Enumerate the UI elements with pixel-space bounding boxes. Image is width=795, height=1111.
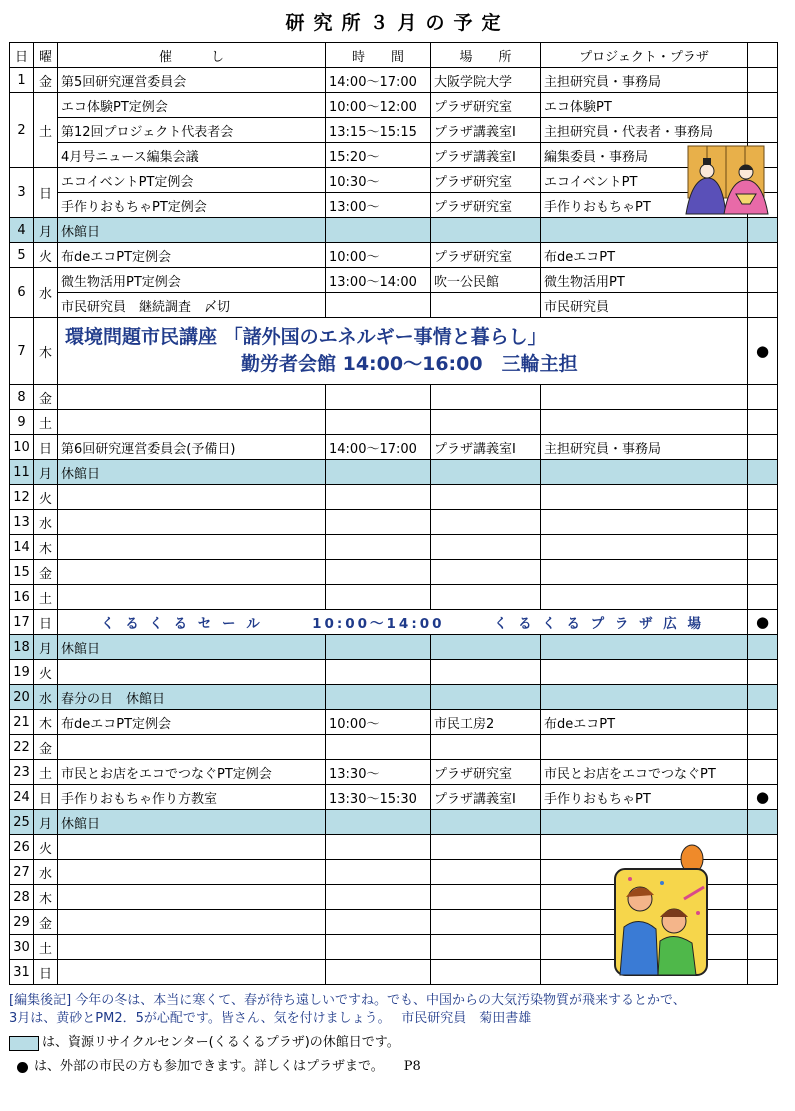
public-mark [748, 835, 778, 860]
edit-note-line-1: [編集後記] 今年の冬は、本当に寒くて、春が待ち遠しいですね。でも、中国からの大気汚染物質が飛来するとかで、 [9, 993, 686, 1008]
day-cell: 3 [10, 168, 34, 218]
time-cell: 13:00～ [326, 193, 431, 218]
place-cell: プラザ研究室 [431, 193, 541, 218]
project-cell [541, 810, 748, 835]
time-cell [326, 635, 431, 660]
place-cell: プラザ研究室 [431, 168, 541, 193]
day-cell: 31 [10, 960, 34, 985]
dow-cell: 月 [34, 460, 58, 485]
page-title: 研究所３月の予定 [285, 12, 510, 34]
public-mark [748, 885, 778, 910]
dow-cell: 木 [34, 885, 58, 910]
time-cell [326, 885, 431, 910]
public-mark [748, 910, 778, 935]
day-cell: 7 [10, 318, 34, 385]
project-cell [541, 218, 748, 243]
event-cell: 手作りおもちゃPT定例会 [58, 193, 326, 218]
public-mark [748, 735, 778, 760]
public-mark [748, 93, 778, 118]
table-row [10, 485, 778, 510]
dow-cell: 金 [34, 68, 58, 93]
public-mark [748, 268, 778, 293]
dow-cell: 金 [34, 910, 58, 935]
place-cell [431, 660, 541, 685]
project-cell [541, 660, 748, 685]
table-row [10, 810, 778, 835]
time-cell: 10:00～ [326, 710, 431, 735]
time-cell: 10:00～ [326, 243, 431, 268]
event-cell: 第5回研究運営委員会 [58, 68, 326, 93]
place-cell: プラザ研究室 [431, 93, 541, 118]
header-time: 時 間 [326, 43, 431, 68]
time-cell: 14:00～17:00 [326, 68, 431, 93]
day-cell: 13 [10, 510, 34, 535]
public-mark [748, 810, 778, 835]
time-cell [326, 585, 431, 610]
day-cell: 9 [10, 410, 34, 435]
dow-cell: 日 [34, 785, 58, 810]
header-dow: 曜 [34, 43, 58, 68]
hina-doll-illustration [680, 144, 772, 216]
event-cell [58, 835, 326, 860]
public-mark [748, 710, 778, 735]
day-cell: 10 [10, 435, 34, 460]
table-row [10, 685, 778, 710]
public-mark [748, 635, 778, 660]
day-cell: 26 [10, 835, 34, 860]
time-cell [326, 735, 431, 760]
dot-icon [17, 1062, 28, 1073]
dow-cell: 水 [34, 510, 58, 535]
project-cell [541, 535, 748, 560]
place-cell [431, 585, 541, 610]
project-cell: エコイベントPT [541, 168, 748, 193]
time-cell [326, 935, 431, 960]
public-mark: ● [748, 610, 778, 635]
sale-line [61, 612, 744, 632]
project-cell: 主担研究員・事務局 [541, 68, 748, 93]
time-cell: 13:30～ [326, 760, 431, 785]
footer [9, 992, 779, 1076]
project-cell: 手作りおもちゃPT [541, 785, 748, 810]
dow-cell: 月 [34, 810, 58, 835]
event-cell: エコイベントPT定例会 [58, 168, 326, 193]
day-cell: 4 [10, 218, 34, 243]
table-row [10, 193, 778, 218]
event-cell: 休館日 [58, 810, 326, 835]
event-cell: 手作りおもちゃ作り方教室 [58, 785, 326, 810]
legend-closed [9, 1034, 779, 1052]
dow-cell: 火 [34, 835, 58, 860]
lecture-cell [58, 318, 748, 385]
project-cell: 編集委員・事務局 [541, 143, 748, 168]
project-cell [541, 685, 748, 710]
header-mark [748, 43, 778, 68]
time-cell [326, 835, 431, 860]
public-mark [748, 560, 778, 585]
event-cell: 微生物活用PT定例会 [58, 268, 326, 293]
place-cell: プラザ研究室 [431, 760, 541, 785]
time-cell [326, 385, 431, 410]
dow-cell: 日 [34, 610, 58, 635]
legend-dot [9, 1058, 779, 1076]
table-row [10, 710, 778, 735]
event-cell: 布deエコPT定例会 [58, 243, 326, 268]
dow-cell: 水 [34, 268, 58, 318]
sale-time: 10:00～14:00 [312, 616, 445, 632]
legend-closed-text: は、資源リサイクルセンター(くるくるプラザ)の休館日です。 [42, 1035, 400, 1050]
public-mark [748, 218, 778, 243]
time-cell [326, 510, 431, 535]
event-cell: 休館日 [58, 218, 326, 243]
event-cell: 休館日 [58, 460, 326, 485]
lecture-venue-time: 勤労者会館 14:00～16:00 三輪主担 [241, 353, 578, 375]
header-event: 催 し [58, 43, 326, 68]
public-mark [748, 385, 778, 410]
table-row [10, 610, 778, 635]
edit-note-line-2: 3月は、黄砂とPM2．5が心配です。皆さん、気を付けましょう。 市民研究員 菊田書雄 [9, 1011, 532, 1026]
place-cell: プラザ研究室 [431, 243, 541, 268]
event-cell: エコ体験PT定例会 [58, 93, 326, 118]
place-cell: プラザ講義室Ⅰ [431, 435, 541, 460]
place-cell [431, 860, 541, 885]
event-cell: 休館日 [58, 635, 326, 660]
table-row [10, 635, 778, 660]
table-row [10, 435, 778, 460]
sale-name: く る く る セ ー ル [101, 616, 263, 632]
day-cell: 6 [10, 268, 34, 318]
day-cell: 25 [10, 810, 34, 835]
table-row [10, 268, 778, 293]
time-cell [326, 218, 431, 243]
sale-place: く る く る プ ラ ザ 広 場 [493, 616, 704, 632]
dow-cell: 土 [34, 93, 58, 168]
time-cell: 13:00～14:00 [326, 268, 431, 293]
table-row [10, 68, 778, 93]
public-mark [748, 535, 778, 560]
place-cell: プラザ講義室Ⅰ [431, 143, 541, 168]
table-header-row [10, 43, 778, 68]
dow-cell: 土 [34, 585, 58, 610]
time-cell [326, 685, 431, 710]
table-row [10, 118, 778, 143]
place-cell [431, 535, 541, 560]
place-cell [431, 685, 541, 710]
day-cell: 16 [10, 585, 34, 610]
project-cell: 主担研究員・事務局 [541, 435, 748, 460]
day-cell: 15 [10, 560, 34, 585]
day-cell: 14 [10, 535, 34, 560]
header-project: プロジェクト・プラザ [541, 43, 748, 68]
table-row [10, 510, 778, 535]
place-cell [431, 510, 541, 535]
time-cell [326, 860, 431, 885]
event-cell: 第6回研究運営委員会(予備日) [58, 435, 326, 460]
table-row [10, 385, 778, 410]
event-cell [58, 860, 326, 885]
day-cell: 5 [10, 243, 34, 268]
table-row [10, 243, 778, 268]
event-cell [58, 910, 326, 935]
table-row [10, 785, 778, 810]
event-cell: 市民研究員 継続調査 〆切 [58, 293, 326, 318]
time-cell [326, 560, 431, 585]
project-cell [541, 410, 748, 435]
project-cell [541, 585, 748, 610]
table-row [10, 218, 778, 243]
lecture-title: 環境問題市民講座 「諸外国のエネルギー事情と暮らし」 [65, 326, 547, 348]
event-cell [58, 510, 326, 535]
public-mark [748, 68, 778, 93]
time-cell [326, 410, 431, 435]
legend-dot-text: は、外部の市民の方も参加できます。詳しくはプラザまで。 [34, 1059, 384, 1074]
table-row [10, 560, 778, 585]
day-cell: 23 [10, 760, 34, 785]
time-cell [326, 810, 431, 835]
place-cell [431, 218, 541, 243]
day-cell: 22 [10, 735, 34, 760]
dow-cell: 土 [34, 760, 58, 785]
dow-cell: 月 [34, 218, 58, 243]
sale-cell [58, 610, 748, 635]
event-cell [58, 535, 326, 560]
day-cell: 8 [10, 385, 34, 410]
place-cell [431, 385, 541, 410]
project-cell: 市民とお店をエコでつなぐPT [541, 760, 748, 785]
table-row [10, 318, 778, 385]
dow-cell: 日 [34, 960, 58, 985]
dow-cell: 木 [34, 710, 58, 735]
public-mark [748, 410, 778, 435]
table-row [10, 760, 778, 785]
day-cell: 30 [10, 935, 34, 960]
event-cell [58, 410, 326, 435]
public-mark [748, 485, 778, 510]
project-cell: 微生物活用PT [541, 268, 748, 293]
table-row [10, 168, 778, 193]
project-cell: エコ体験PT [541, 93, 748, 118]
day-cell: 21 [10, 710, 34, 735]
dow-cell: 水 [34, 860, 58, 885]
place-cell [431, 935, 541, 960]
event-cell [58, 385, 326, 410]
dow-cell: 火 [34, 660, 58, 685]
event-cell: 布deエコPT定例会 [58, 710, 326, 735]
celebration-illustration [612, 843, 712, 979]
public-mark: ● [748, 318, 778, 385]
project-cell [541, 460, 748, 485]
day-cell: 1 [10, 68, 34, 93]
time-cell [326, 535, 431, 560]
place-cell [431, 835, 541, 860]
closed-swatch [9, 1036, 39, 1051]
project-cell: 手作りおもちゃPT [541, 193, 748, 218]
place-cell [431, 460, 541, 485]
day-cell: 28 [10, 885, 34, 910]
dow-cell: 日 [34, 435, 58, 460]
dow-cell: 金 [34, 735, 58, 760]
time-cell [326, 660, 431, 685]
public-mark [748, 460, 778, 485]
place-cell: 大阪学院大学 [431, 68, 541, 93]
time-cell: 10:30～ [326, 168, 431, 193]
public-mark [748, 510, 778, 535]
project-cell [541, 485, 748, 510]
public-mark [748, 860, 778, 885]
event-cell [58, 660, 326, 685]
public-mark [748, 435, 778, 460]
table-row [10, 410, 778, 435]
day-cell: 27 [10, 860, 34, 885]
table-row [10, 460, 778, 485]
public-mark [748, 293, 778, 318]
time-cell: 14:00～17:00 [326, 435, 431, 460]
dow-cell: 土 [34, 410, 58, 435]
table-row [10, 735, 778, 760]
event-cell [58, 735, 326, 760]
project-cell [541, 385, 748, 410]
time-cell: 13:30～15:30 [326, 785, 431, 810]
event-cell [58, 585, 326, 610]
place-cell: プラザ講義室Ⅰ [431, 118, 541, 143]
place-cell [431, 635, 541, 660]
project-cell: 主担研究員・代表者・事務局 [541, 118, 748, 143]
project-cell [541, 510, 748, 535]
event-cell: 春分の日 休館日 [58, 685, 326, 710]
event-cell: 市民とお店をエコでつなぐPT定例会 [58, 760, 326, 785]
time-cell: 15:20～ [326, 143, 431, 168]
place-cell [431, 485, 541, 510]
dow-cell: 日 [34, 168, 58, 218]
dow-cell: 水 [34, 685, 58, 710]
day-cell: 18 [10, 635, 34, 660]
day-cell: 11 [10, 460, 34, 485]
dow-cell: 土 [34, 935, 58, 960]
page-number: P8 [403, 1059, 421, 1074]
day-cell: 12 [10, 485, 34, 510]
event-cell [58, 485, 326, 510]
event-cell: 第12回プロジェクト代表者会 [58, 118, 326, 143]
dow-cell: 火 [34, 243, 58, 268]
table-row [10, 293, 778, 318]
place-cell [431, 960, 541, 985]
place-cell [431, 410, 541, 435]
public-mark [748, 760, 778, 785]
day-cell: 2 [10, 93, 34, 168]
project-cell [541, 735, 748, 760]
time-cell [326, 293, 431, 318]
header-place: 場 所 [431, 43, 541, 68]
place-cell [431, 885, 541, 910]
place-cell [431, 810, 541, 835]
place-cell: 市民工房2 [431, 710, 541, 735]
project-cell: 布deエコPT [541, 710, 748, 735]
project-cell: 布deエコPT [541, 243, 748, 268]
event-cell [58, 560, 326, 585]
place-cell [431, 735, 541, 760]
public-mark [748, 585, 778, 610]
public-mark [748, 118, 778, 143]
public-mark [748, 660, 778, 685]
dow-cell: 火 [34, 485, 58, 510]
public-mark [748, 960, 778, 985]
public-mark [748, 243, 778, 268]
time-cell [326, 485, 431, 510]
time-cell [326, 460, 431, 485]
dow-cell: 木 [34, 535, 58, 560]
time-cell [326, 960, 431, 985]
day-cell: 19 [10, 660, 34, 685]
header-day: 日 [10, 43, 34, 68]
dow-cell: 金 [34, 560, 58, 585]
dow-cell: 金 [34, 385, 58, 410]
table-row [10, 535, 778, 560]
table-row [10, 660, 778, 685]
project-cell: 市民研究員 [541, 293, 748, 318]
place-cell: プラザ講義室Ⅰ [431, 785, 541, 810]
project-cell [541, 635, 748, 660]
event-cell [58, 885, 326, 910]
time-cell: 10:00～12:00 [326, 93, 431, 118]
table-row [10, 143, 778, 168]
day-cell: 17 [10, 610, 34, 635]
day-cell: 29 [10, 910, 34, 935]
event-cell [58, 935, 326, 960]
place-cell [431, 293, 541, 318]
dow-cell: 木 [34, 318, 58, 385]
place-cell [431, 560, 541, 585]
day-cell: 24 [10, 785, 34, 810]
place-cell: 吹一公民館 [431, 268, 541, 293]
dow-cell: 月 [34, 635, 58, 660]
event-cell [58, 960, 326, 985]
public-mark [748, 685, 778, 710]
public-mark: ● [748, 785, 778, 810]
time-cell [326, 910, 431, 935]
event-cell: 4月号ニュース編集会議 [58, 143, 326, 168]
project-cell [541, 560, 748, 585]
table-row [10, 93, 778, 118]
table-row [10, 585, 778, 610]
place-cell [431, 910, 541, 935]
time-cell: 13:15～15:15 [326, 118, 431, 143]
public-mark [748, 935, 778, 960]
day-cell: 20 [10, 685, 34, 710]
